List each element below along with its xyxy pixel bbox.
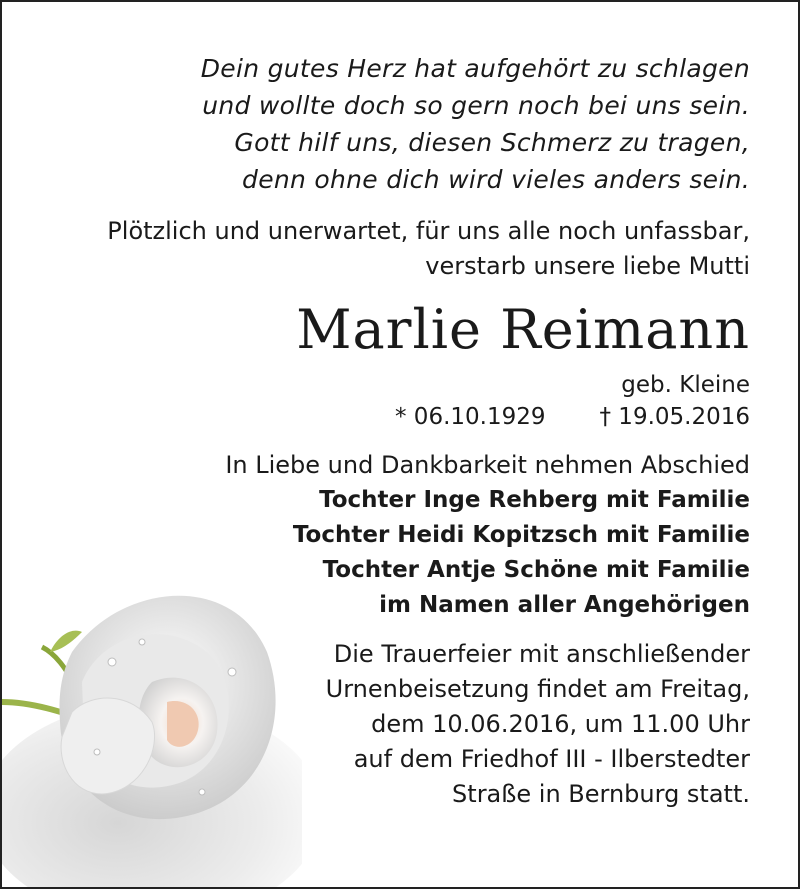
notice-text (50, 50, 750, 812)
funeral-service-info (50, 637, 750, 812)
service-line: auf dem Friedhof III - Ilberstedter (353, 745, 750, 773)
deceased-name: Marlie Reimann (296, 298, 750, 361)
birth-name: geb. Kleine (621, 372, 750, 398)
announcement-line: Plötzlich und unerwartet, für uns alle noch unfassbar, (107, 217, 750, 245)
poem-line: Gott hilf uns, diesen Schmerz zu tragen, (234, 128, 750, 157)
service-line: Urnenbeisetzung findet am Freitag, (325, 675, 750, 703)
poem (50, 50, 750, 198)
mourner-name: Tochter Antje Schöne mit Familie (322, 557, 750, 583)
poem-line: Dein gutes Herz hat aufgehört zu schlagen (200, 54, 750, 83)
poem-line: und wollte doch so gern noch bei uns sein. (202, 91, 750, 120)
service-line: dem 10.06.2016, um 11.00 Uhr (371, 710, 750, 738)
service-line: Die Trauerfeier mit anschließender (333, 640, 750, 668)
death-date: † 19.05.2016 (599, 404, 750, 430)
mourner-name: im Namen aller Angehörigen (379, 592, 750, 618)
life-dates (50, 400, 750, 434)
announcement-line: verstarb unsere liebe Mutti (425, 252, 750, 280)
mourner-name: Tochter Heidi Kopitzsch mit Familie (292, 522, 750, 548)
mourners-lead: In Liebe und Dankbarkeit nehmen Abschied (225, 451, 750, 479)
mourners (50, 448, 750, 623)
mourner-name: Tochter Inge Rehberg mit Familie (319, 487, 750, 513)
birth-date: * 06.10.1929 (395, 404, 546, 430)
announcement (50, 214, 750, 284)
poem-line: denn ohne dich wird vieles anders sein. (242, 165, 750, 194)
service-line: Straße in Bernburg statt. (452, 780, 750, 808)
